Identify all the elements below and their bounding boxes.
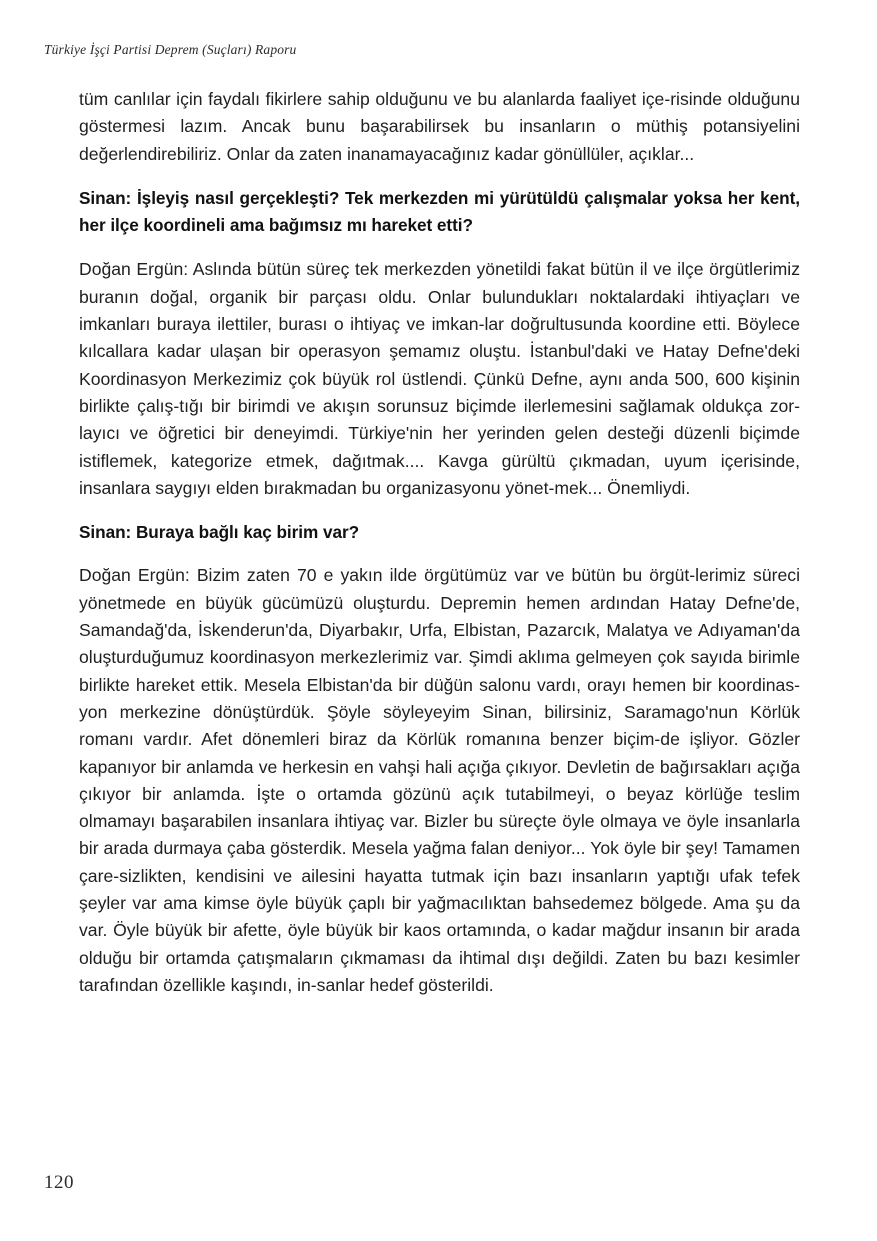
interview-answer-2: Doğan Ergün: Bizim zaten 70 e yakın ilde örgütümüz var ve bütün bu örgüt-lerimiz süreci yönetmede en büyük gücümüzü oluşturdu. Depremin hemen ardından Hatay Defne'de, Samandağ'da, İskenderun'da, Diyarbakır, Urfa, Elbistan, Pazarcık, Malatya ve Adıyaman'da oluşturduğumuz koordinasyon merkezlerimiz var. Şimdi aklıma gelmeyen çok sayıda birimle birlikte hareket ettik. Mesela Elbistan'da bir düğün salonu vardı, orayı hemen bir koordinas-yon merkezine dönüştürdük. Şöyle söyleyeyim Sinan, bilirsiniz, Saramago'nun Körlük romanı vardır. Afet dönemleri biraz da Körlük romanına benzer biçim-de işliyor. Gözler kapanıyor bir anlamda ve herkesin en vahşi hali açığa çıkıyor. Devletin de bağırsakları açığa çıkıyor bir anlamda. İşte o ortamda gözünü açık tutabilmeyi, o beyaz körlüğe teslim olmamayı başarabilen insanlara ihtiyaç var. Bizler bu süreçte öyle olmaya ve öyle insanlarla bir arada durmaya çaba gösterdik. Mesela yağma falan deniyor... Yok öyle bir şey! Tamamen çare-sizlikten, kendisini ve ailesini hayatta tutmak için bazı insanların yaptığı ufak tefek şeyler var ama kimse öyle büyük çaplı bir yağmacılıktan bahsedemez bölgede. Ama şu da var. Öyle büyük bir afette, öyle büyük bir kaos ortamında, o kadar mağdur insanın bir arada olduğu bir ortamda çatışmaların çıkmaması da ihtimal dışı değildi. Zaten bu bazı kesimler tarafından özellikle kaşındı, in-sanlar hedef gösterildi.	[79, 565, 800, 995]
interview-question-2: Sinan: Buraya bağlı kaç birim var?	[79, 522, 360, 543]
interview-question-1: Sinan: İşleyiş nasıl gerçekleşti? Tek merkezden mi yürütüldü çalışmalar yoksa her kent, her ilçe koordineli ama bağımsız mı hareket etti?	[79, 187, 800, 236]
running-head: Türkiye İşçi Partisi Deprem (Suçları) Raporu	[44, 42, 297, 57]
interview-answer-1: Doğan Ergün: Aslında bütün süreç tek merkezden yönetildi fakat bütün il ve ilçe örgütlerimiz buranın doğal, organik bir parçası oldu. Onlar bulundukları noktalardaki ihtiyaçları ve imkanları buraya ilettiler, burası o ihtiyaç ve imkan-lar doğrultusunda koordine etti. Böylece kılcallara kadar ulaşan bir operasyon şemamız oluştu. İstanbul'daki ve Hatay Defne'deki Koordinasyon Merkezimiz çok büyük rol üstlendi. Çünkü Defne, aynı anda 500, 600 kişinin birlikte çalış-tığı bir birimdi ve akışın sorunsuz biçimde ilerlemesini sağlamak oldukça zor-layıcı ve öğretici bir deneyimdi. Türkiye'nin her yerinden gelen desteği düzenli biçimde istiflemek, kategorize etmek, dağıtmak.... Kavga gürültü çıkmadan, uyum içerisinde, insanlara saygıyı elden bırakmadan bu organizasyonu yönet-mek... Önemliydi.	[79, 259, 800, 498]
text-column	[79, 86, 800, 999]
paragraph-continuation: tüm canlılar için faydalı fikirlere sahip olduğunu ve bu alanlarda faaliyet içe-risinde olduğunu göstermesi lazım. Ancak bunu başarabilirsek bu insanların o müthiş potansiyelini değerlendirebiliriz. Onlar da zaten inanamayacağınız kadar gönüllüler, açıklar...	[79, 89, 800, 164]
page-number: 120	[44, 1172, 74, 1193]
